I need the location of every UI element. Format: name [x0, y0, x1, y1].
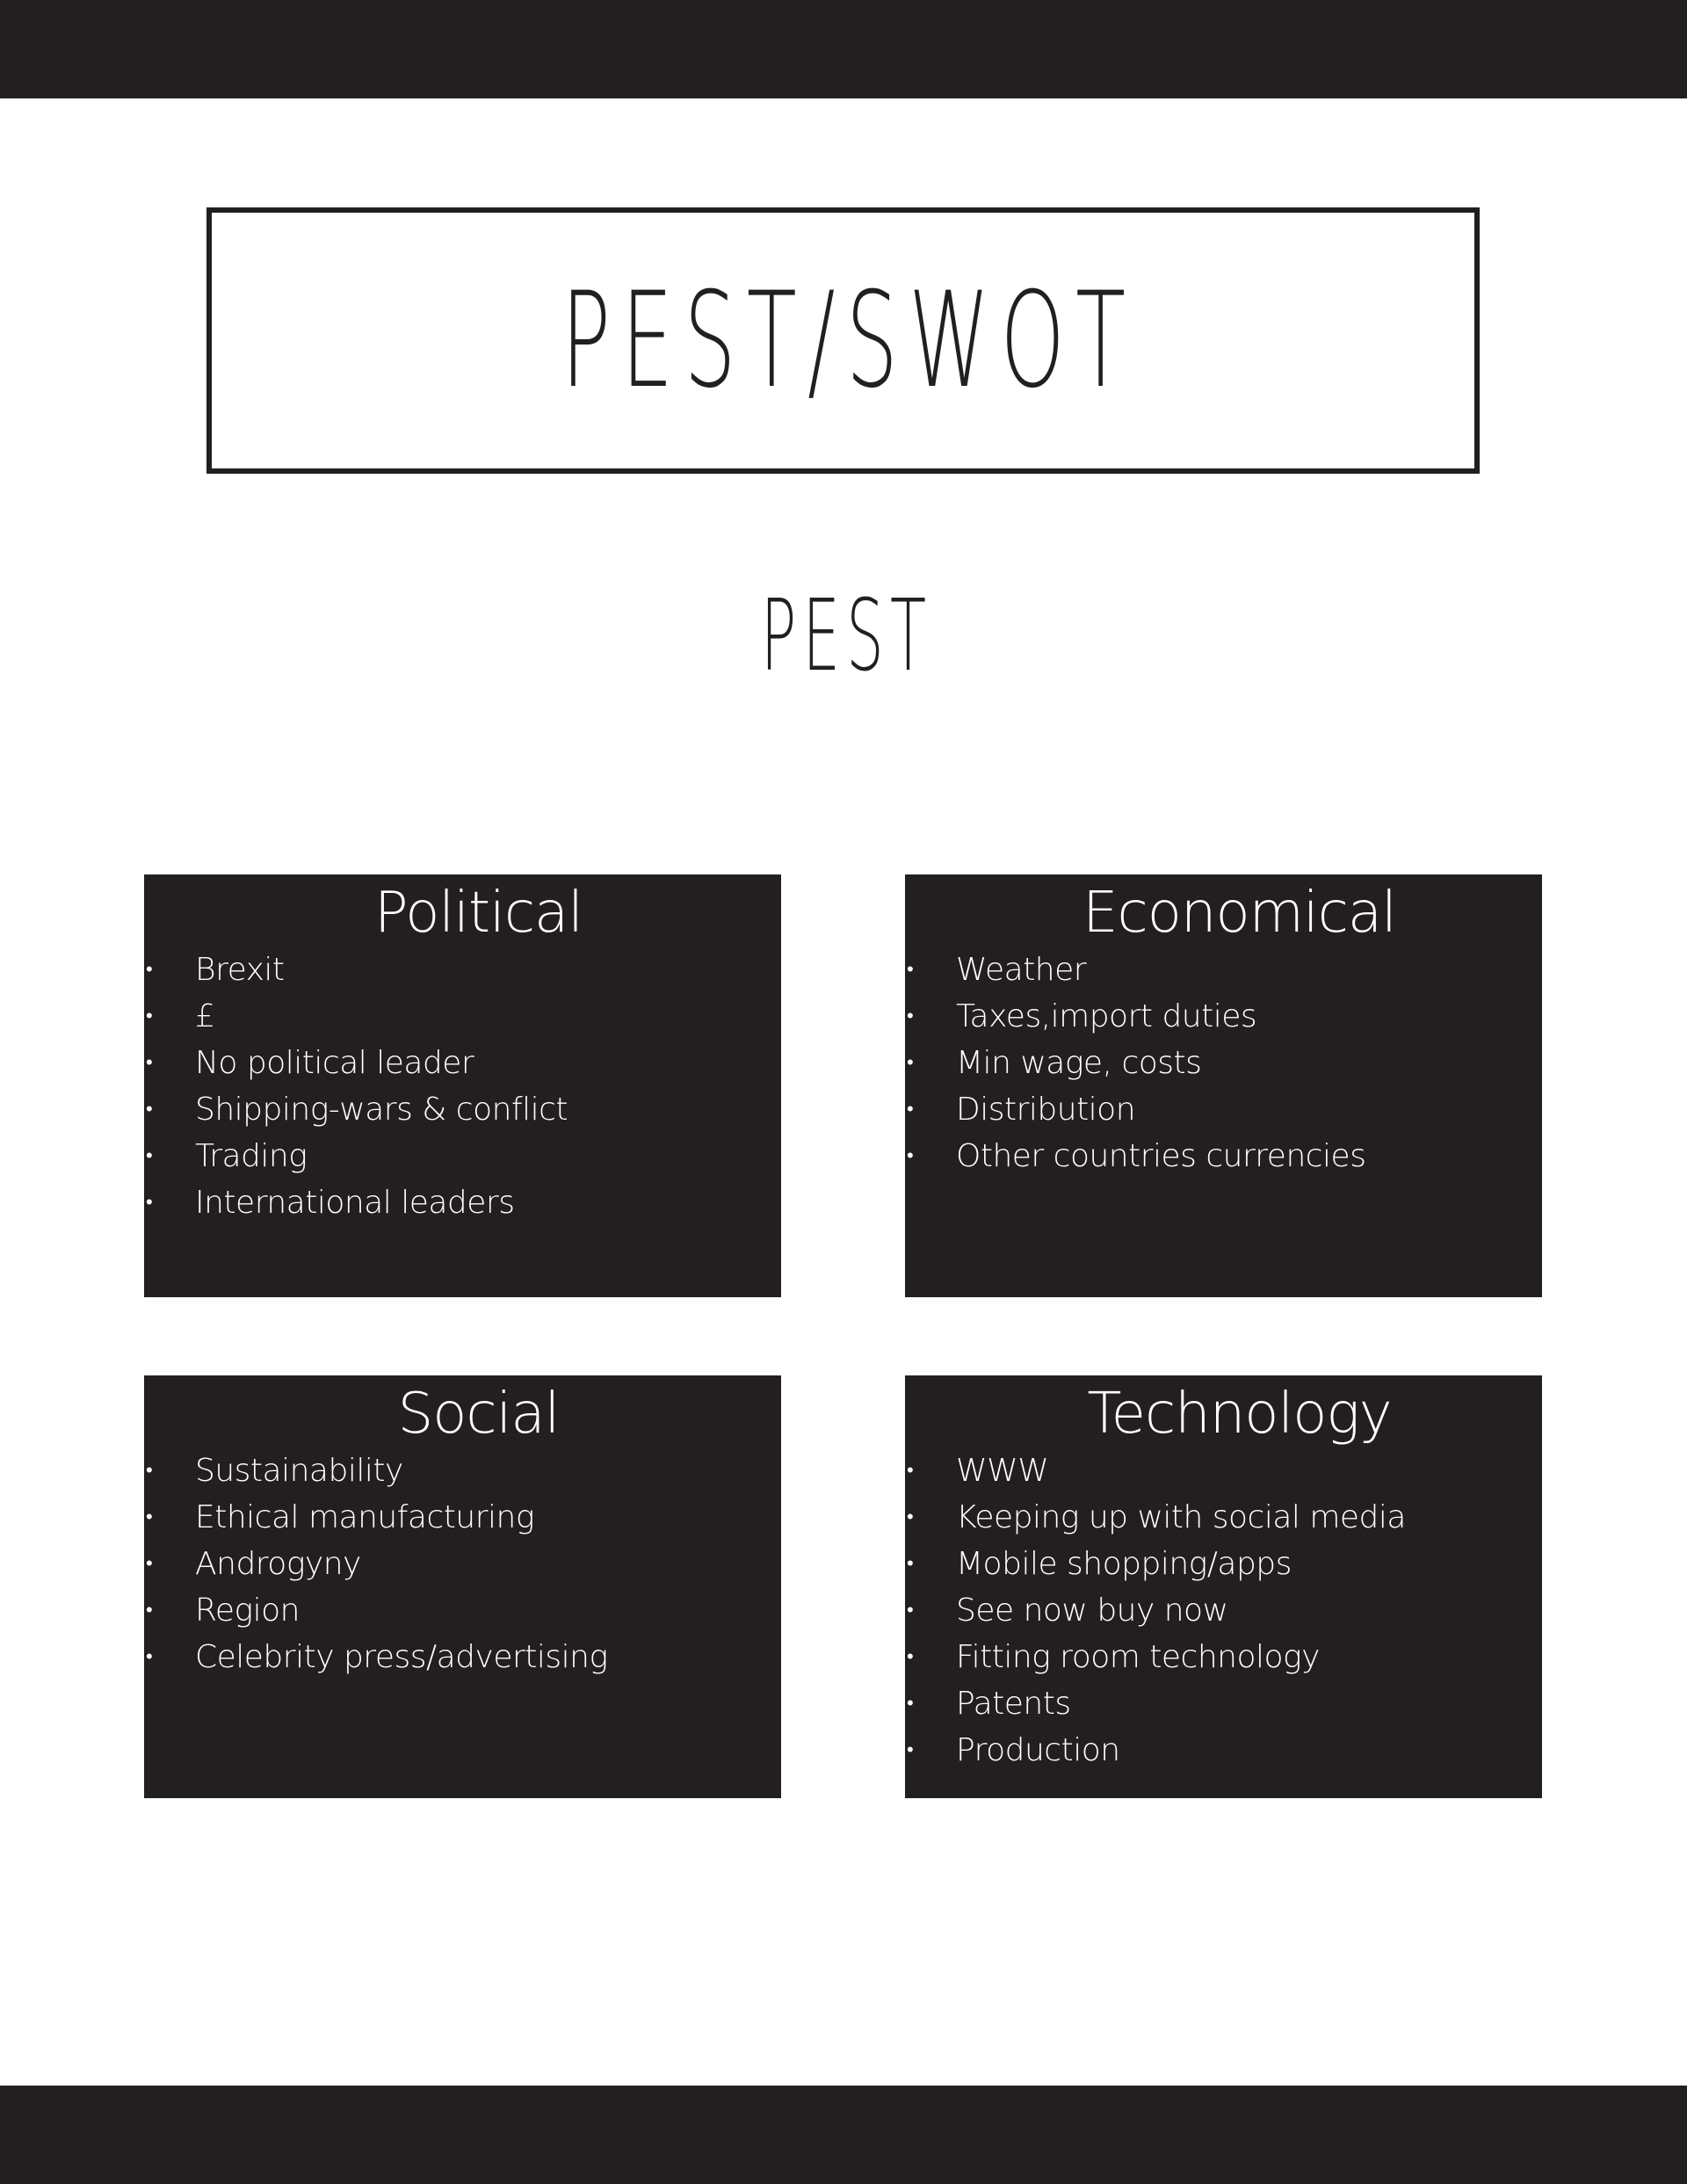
list-item: • Distribution — [905, 1086, 1542, 1133]
bullet-icon: • — [907, 959, 914, 981]
bullet-icon: • — [907, 1553, 914, 1575]
bullet-icon: • — [146, 1553, 153, 1575]
list-item: • Patents — [905, 1680, 1542, 1727]
bullet-icon: • — [907, 1646, 914, 1668]
social-card — [144, 1375, 781, 1798]
list-item: • No political leader — [144, 1040, 781, 1086]
list-item: • Taxes,import duties — [905, 993, 1542, 1040]
list-item: • Keeping up with social media — [905, 1494, 1542, 1541]
bullet-icon: • — [146, 1192, 153, 1214]
bullet-icon: • — [907, 1460, 914, 1482]
list-item: • Shipping-wars & conflict — [144, 1086, 781, 1133]
social-list — [144, 1448, 781, 1680]
social-card-title: Social — [397, 1382, 560, 1447]
bullet-icon: • — [146, 1052, 153, 1074]
list-item: • Brexit — [144, 947, 781, 993]
economical-card-title: Economical — [1082, 881, 1396, 946]
technology-card — [905, 1375, 1542, 1798]
political-card — [144, 874, 781, 1297]
section-heading-text: PEST — [760, 579, 933, 693]
bullet-icon: • — [907, 1693, 914, 1715]
list-item: • Min wage, costs — [905, 1040, 1542, 1086]
page-title: PEST/SWOT — [561, 264, 1137, 417]
list-item: • See now buy now — [905, 1587, 1542, 1634]
economical-card — [905, 874, 1542, 1297]
bullet-icon: • — [907, 1099, 914, 1121]
political-list — [144, 947, 781, 1226]
top-band — [0, 0, 1687, 98]
list-item: • Androgyny — [144, 1541, 781, 1587]
economical-list — [905, 947, 1542, 1179]
bullet-icon: • — [146, 1506, 153, 1528]
technology-card-title: Technology — [1087, 1382, 1392, 1447]
bullet-icon: • — [907, 1005, 914, 1027]
list-item: • Sustainability — [144, 1448, 781, 1494]
list-item: • Other countries currencies — [905, 1133, 1542, 1179]
bullet-icon: • — [146, 1099, 153, 1121]
bullet-icon: • — [907, 1145, 914, 1167]
bullet-icon: • — [907, 1600, 914, 1622]
list-item: • Celebrity press/advertising — [144, 1634, 781, 1680]
section-heading — [0, 579, 1687, 693]
bullet-icon: • — [146, 1005, 153, 1027]
bullet-icon: • — [907, 1739, 914, 1761]
list-item: • WWW — [905, 1448, 1542, 1494]
list-item: • Mobile shopping/apps — [905, 1541, 1542, 1587]
bottom-band — [0, 2086, 1687, 2184]
bullet-icon: • — [146, 1460, 153, 1482]
bullet-icon: • — [146, 959, 153, 981]
bullet-icon: • — [146, 1600, 153, 1622]
list-item: • £ — [144, 993, 781, 1040]
list-item: • Production — [905, 1727, 1542, 1774]
list-item: • Trading — [144, 1133, 781, 1179]
list-item: • Ethical manufacturing — [144, 1494, 781, 1541]
bullet-icon: • — [146, 1646, 153, 1668]
title-frame — [206, 207, 1480, 474]
list-item: • Fitting room technology — [905, 1634, 1542, 1680]
list-item: • Weather — [905, 947, 1542, 993]
bullet-icon: • — [907, 1052, 914, 1074]
bullet-icon: • — [907, 1506, 914, 1528]
list-item: • International leaders — [144, 1179, 781, 1226]
bullet-icon: • — [146, 1145, 153, 1167]
list-item: • Region — [144, 1587, 781, 1634]
political-card-title: Political — [373, 881, 583, 946]
technology-list — [905, 1448, 1542, 1774]
